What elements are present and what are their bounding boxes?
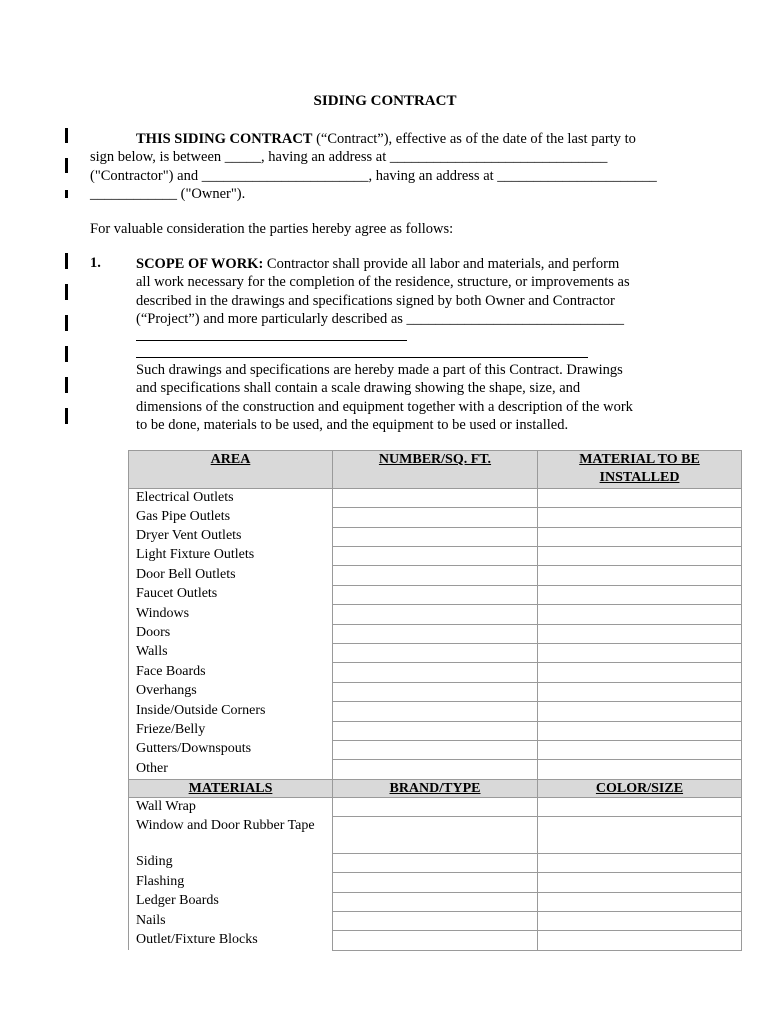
table-cell-input[interactable] xyxy=(333,702,538,721)
areas-label: Light Fixture Outlets xyxy=(129,546,333,565)
intro-line-4: ____________ ("Owner"). xyxy=(90,185,246,202)
table-header-row xyxy=(129,451,742,489)
table-cell-input[interactable] xyxy=(538,931,742,950)
areas-label: Windows xyxy=(129,605,333,624)
materials-label: Wall Wrap xyxy=(129,797,333,816)
table-row xyxy=(129,892,742,911)
scope-heading: SCOPE OF WORK: xyxy=(136,256,264,272)
table-row xyxy=(129,702,742,721)
areas-label: Face Boards xyxy=(129,663,333,682)
drawings-line-2: and specifications shall contain a scale drawing showing the shape, size, and xyxy=(136,380,581,397)
change-bar xyxy=(65,346,68,362)
areas-label: Frieze/Belly xyxy=(129,721,333,740)
table-row xyxy=(129,853,742,872)
table-cell-input[interactable] xyxy=(538,740,742,759)
scope-of-work-paragraph xyxy=(136,255,666,328)
table-cell-input[interactable] xyxy=(538,546,742,565)
table-row xyxy=(129,797,742,816)
table-cell-input[interactable] xyxy=(333,760,538,779)
table-row xyxy=(129,740,742,759)
table-row xyxy=(129,817,742,854)
materials-label: Nails xyxy=(129,912,333,931)
table-cell-input[interactable] xyxy=(538,817,742,854)
table-cell-input[interactable] xyxy=(538,873,742,892)
table-row xyxy=(129,488,742,507)
table-cell-input[interactable] xyxy=(333,912,538,931)
drawings-paragraph xyxy=(136,361,666,434)
table-cell-input[interactable] xyxy=(538,663,742,682)
areas-label: Other xyxy=(129,760,333,779)
scope-line-2: all work necessary for the completion of the residence, structure, or improvements as xyxy=(136,274,630,291)
table-cell-input[interactable] xyxy=(333,585,538,604)
intro-line-3: ("Contractor") and _______________________, having an address at ______________________ xyxy=(90,167,657,184)
areas-label: Inside/Outside Corners xyxy=(129,702,333,721)
table-cell-input[interactable] xyxy=(333,817,538,854)
table-cell-input[interactable] xyxy=(333,740,538,759)
table-row xyxy=(129,566,742,585)
blank-line xyxy=(136,357,588,358)
table-cell-input[interactable] xyxy=(538,797,742,816)
materials-label: Siding xyxy=(129,853,333,872)
header-color: COLOR/SIZE xyxy=(538,779,742,797)
areas-label: Door Bell Outlets xyxy=(129,566,333,585)
table-row xyxy=(129,931,742,950)
table-cell-input[interactable] xyxy=(538,892,742,911)
drawings-line-4: to be done, materials to be used, and the equipment to be used or installed. xyxy=(136,416,569,433)
table-cell-input[interactable] xyxy=(333,566,538,585)
table-row xyxy=(129,527,742,546)
header-number: NUMBER/SQ. FT. xyxy=(333,451,538,489)
change-bar xyxy=(65,377,68,393)
areas-label: Walls xyxy=(129,643,333,662)
table-cell-input[interactable] xyxy=(538,605,742,624)
materials-label: Window and Door Rubber Tape xyxy=(129,817,333,854)
areas-label: Overhangs xyxy=(129,682,333,701)
materials-label: Flashing xyxy=(129,873,333,892)
intro-line-2: sign below, is between _____, having an address at ______________________________ xyxy=(90,149,608,166)
table-row xyxy=(129,760,742,779)
table-row xyxy=(129,643,742,662)
drawings-line-3: dimensions of the construction and equipment together with a description of the work xyxy=(136,398,633,415)
header-area: AREA xyxy=(129,451,333,489)
table-row xyxy=(129,663,742,682)
change-bar xyxy=(65,128,68,143)
table-cell-input[interactable] xyxy=(538,566,742,585)
table-row xyxy=(129,873,742,892)
intro-line-1 xyxy=(90,130,690,148)
table-cell-input[interactable] xyxy=(333,488,538,507)
table-cell-input[interactable] xyxy=(538,488,742,507)
areas-label: Electrical Outlets xyxy=(129,488,333,507)
work-table xyxy=(128,450,742,951)
table-cell-input[interactable] xyxy=(333,892,538,911)
table-cell-input[interactable] xyxy=(333,682,538,701)
table-cell-input[interactable] xyxy=(333,931,538,950)
materials-label: Ledger Boards xyxy=(129,892,333,911)
areas-label: Dryer Vent Outlets xyxy=(129,527,333,546)
areas-label: Gutters/Downspouts xyxy=(129,740,333,759)
table-row xyxy=(129,605,742,624)
table-cell-input[interactable] xyxy=(333,624,538,643)
table-cell-input[interactable] xyxy=(538,912,742,931)
materials-label: Outlet/Fixture Blocks xyxy=(129,931,333,950)
header-material: MATERIAL TO BE INSTALLED xyxy=(538,451,742,489)
table-cell-input[interactable] xyxy=(333,546,538,565)
change-bar xyxy=(65,190,68,198)
table-row xyxy=(129,508,742,527)
consideration-paragraph: For valuable consideration the parties hereby agree as follows: xyxy=(90,221,454,237)
table-cell-input[interactable] xyxy=(538,760,742,779)
table-cell-input[interactable] xyxy=(333,605,538,624)
areas-label: Gas Pipe Outlets xyxy=(129,508,333,527)
table-cell-input[interactable] xyxy=(538,721,742,740)
table-cell-input[interactable] xyxy=(538,682,742,701)
table-cell-input[interactable] xyxy=(333,797,538,816)
header-brand: BRAND/TYPE xyxy=(333,779,538,797)
table-row xyxy=(129,912,742,931)
header-materials: MATERIALS xyxy=(129,779,333,797)
table-cell-input[interactable] xyxy=(538,702,742,721)
change-bar xyxy=(65,408,68,424)
change-bar xyxy=(65,315,68,331)
blank-line xyxy=(136,340,407,341)
table-cell-input[interactable] xyxy=(333,853,538,872)
intro-lead: THIS SIDING CONTRACT xyxy=(136,131,313,147)
table-cell-input[interactable] xyxy=(538,643,742,662)
scope-line-4: (“Project”) and more particularly described as ______________________________ xyxy=(136,310,625,327)
table-cell-input[interactable] xyxy=(333,508,538,527)
section-number: 1. xyxy=(90,255,101,271)
table-cell-input[interactable] xyxy=(333,643,538,662)
table-row xyxy=(129,721,742,740)
table-cell-input[interactable] xyxy=(333,527,538,546)
scope-line-3: described in the drawings and specifications signed by both Owner and Contractor xyxy=(136,292,615,309)
table-cell-input[interactable] xyxy=(333,663,538,682)
table-cell-input[interactable] xyxy=(538,508,742,527)
scope-line-1-rest: Contractor shall provide all labor and materials, and perform xyxy=(263,256,620,272)
table-cell-input[interactable] xyxy=(538,585,742,604)
table-row xyxy=(129,682,742,701)
table-cell-input[interactable] xyxy=(333,873,538,892)
table-cell-input[interactable] xyxy=(538,527,742,546)
table-row xyxy=(129,585,742,604)
change-bar xyxy=(65,158,68,173)
areas-label: Doors xyxy=(129,624,333,643)
table-cell-input[interactable] xyxy=(538,853,742,872)
table-cell-input[interactable] xyxy=(333,721,538,740)
change-bar xyxy=(65,284,68,300)
drawings-line-1: Such drawings and specifications are hereby made a part of this Contract. Drawings xyxy=(136,362,623,378)
areas-label: Faucet Outlets xyxy=(129,585,333,604)
table-cell-input[interactable] xyxy=(538,624,742,643)
table-header-row-2 xyxy=(129,779,742,797)
table-row xyxy=(129,624,742,643)
document-title: SIDING CONTRACT xyxy=(313,93,457,109)
intro-line-1-rest: (“Contract”), effective as of the date of the last party to xyxy=(312,131,636,147)
scope-line-1 xyxy=(136,255,666,273)
intro-paragraph xyxy=(90,130,690,203)
change-bar xyxy=(65,253,68,269)
table-row xyxy=(129,546,742,565)
